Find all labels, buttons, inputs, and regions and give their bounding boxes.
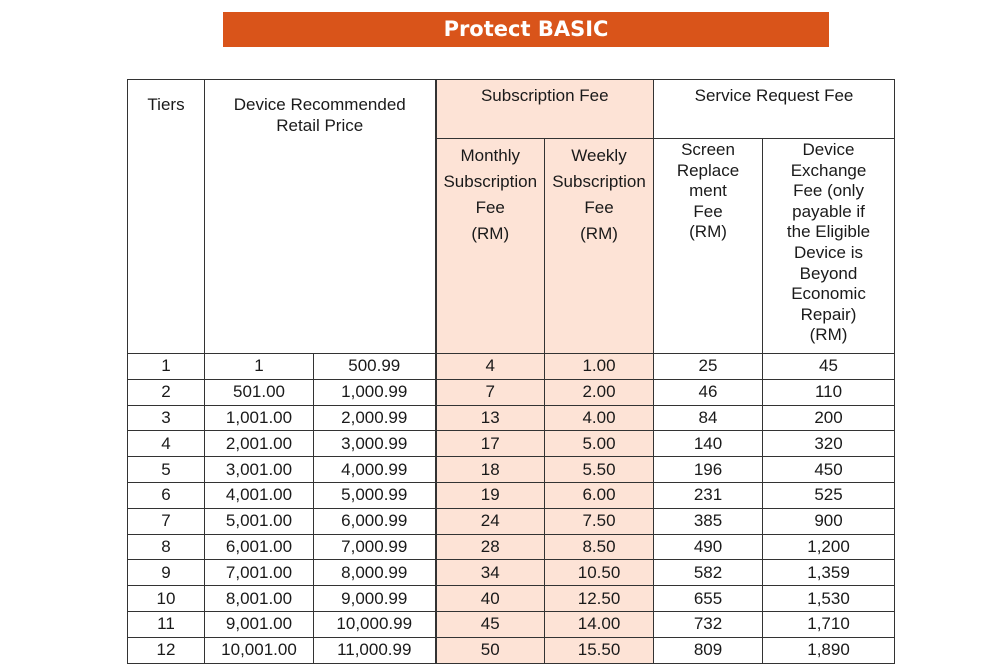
monthly-fee-cell: 19	[436, 482, 545, 508]
monthly-fee-cell: 45	[436, 611, 545, 637]
exchange-fee-cell: 525	[763, 482, 895, 508]
monthly-fee-cell: 40	[436, 586, 545, 612]
price-to-cell: 500.99	[314, 354, 436, 380]
price-to-cell: 2,000.99	[314, 405, 436, 431]
weekly-fee-cell: 6.00	[545, 482, 654, 508]
monthly-fee-cell: 34	[436, 560, 545, 586]
tier-cell: 10	[128, 586, 205, 612]
weekly-fee-cell: 15.50	[545, 637, 654, 663]
tier-cell: 8	[128, 534, 205, 560]
tier-cell: 3	[128, 405, 205, 431]
exchange-fee-cell: 900	[763, 508, 895, 534]
price-from-cell: 8,001.00	[205, 586, 314, 612]
tier-cell: 9	[128, 560, 205, 586]
monthly-fee-cell: 18	[436, 457, 545, 483]
price-to-cell: 11,000.99	[314, 637, 436, 663]
price-from-cell: 9,001.00	[205, 611, 314, 637]
monthly-fee-cell: 50	[436, 637, 545, 663]
header-screen-fee: Screen Replace ment Fee (RM)	[654, 139, 763, 354]
table-row	[128, 354, 895, 380]
price-from-cell: 1,001.00	[205, 405, 314, 431]
fee-table	[127, 79, 895, 664]
tier-cell: 1	[128, 354, 205, 380]
header-device-price: Device Recommended Retail Price	[205, 80, 436, 354]
monthly-fee-cell: 28	[436, 534, 545, 560]
screen-fee-cell: 385	[654, 508, 763, 534]
screen-fee-cell: 655	[654, 586, 763, 612]
table-row	[128, 457, 895, 483]
page-title: Protect BASIC	[223, 12, 829, 47]
price-from-cell: 4,001.00	[205, 482, 314, 508]
table-row	[128, 379, 895, 405]
header-subscription-fee: Subscription Fee	[436, 80, 654, 139]
screen-fee-cell: 25	[654, 354, 763, 380]
price-to-cell: 1,000.99	[314, 379, 436, 405]
exchange-fee-cell: 1,710	[763, 611, 895, 637]
weekly-fee-cell: 14.00	[545, 611, 654, 637]
screen-fee-cell: 84	[654, 405, 763, 431]
header-monthly-fee: Monthly Subscription Fee (RM)	[436, 139, 545, 354]
exchange-fee-cell: 200	[763, 405, 895, 431]
weekly-fee-cell: 8.50	[545, 534, 654, 560]
price-from-cell: 7,001.00	[205, 560, 314, 586]
price-to-cell: 7,000.99	[314, 534, 436, 560]
price-to-cell: 6,000.99	[314, 508, 436, 534]
exchange-fee-cell: 320	[763, 431, 895, 457]
header-exchange-fee: Device Exchange Fee (only payable if the Eligible Device is Beyond Economic Repair) (RM)	[763, 139, 895, 354]
price-to-cell: 8,000.99	[314, 560, 436, 586]
exchange-fee-cell: 110	[763, 379, 895, 405]
weekly-fee-cell: 7.50	[545, 508, 654, 534]
price-from-cell: 1	[205, 354, 314, 380]
tier-cell: 12	[128, 637, 205, 663]
tier-cell: 4	[128, 431, 205, 457]
tier-cell: 5	[128, 457, 205, 483]
weekly-fee-cell: 4.00	[545, 405, 654, 431]
tier-cell: 2	[128, 379, 205, 405]
table-row	[128, 508, 895, 534]
screen-fee-cell: 732	[654, 611, 763, 637]
table-row	[128, 611, 895, 637]
header-weekly-fee: Weekly Subscription Fee (RM)	[545, 139, 654, 354]
monthly-fee-cell: 17	[436, 431, 545, 457]
screen-fee-cell: 46	[654, 379, 763, 405]
exchange-fee-cell: 1,530	[763, 586, 895, 612]
exchange-fee-cell: 1,200	[763, 534, 895, 560]
tier-cell: 6	[128, 482, 205, 508]
weekly-fee-cell: 2.00	[545, 379, 654, 405]
weekly-fee-cell: 12.50	[545, 586, 654, 612]
table-row	[128, 405, 895, 431]
screen-fee-cell: 809	[654, 637, 763, 663]
price-from-cell: 3,001.00	[205, 457, 314, 483]
weekly-fee-cell: 1.00	[545, 354, 654, 380]
screen-fee-cell: 140	[654, 431, 763, 457]
tier-cell: 7	[128, 508, 205, 534]
header-service-request-fee: Service Request Fee	[654, 80, 895, 139]
weekly-fee-cell: 10.50	[545, 560, 654, 586]
price-to-cell: 9,000.99	[314, 586, 436, 612]
exchange-fee-cell: 45	[763, 354, 895, 380]
table-row	[128, 482, 895, 508]
table-row	[128, 586, 895, 612]
screen-fee-cell: 196	[654, 457, 763, 483]
tier-cell: 11	[128, 611, 205, 637]
table-row	[128, 431, 895, 457]
exchange-fee-cell: 1,359	[763, 560, 895, 586]
header-tiers: Tiers	[128, 80, 205, 354]
monthly-fee-cell: 7	[436, 379, 545, 405]
screen-fee-cell: 490	[654, 534, 763, 560]
screen-fee-cell: 231	[654, 482, 763, 508]
price-to-cell: 4,000.99	[314, 457, 436, 483]
monthly-fee-cell: 4	[436, 354, 545, 380]
exchange-fee-cell: 1,890	[763, 637, 895, 663]
price-to-cell: 3,000.99	[314, 431, 436, 457]
table-row	[128, 560, 895, 586]
monthly-fee-cell: 24	[436, 508, 545, 534]
table-row	[128, 534, 895, 560]
table-row	[128, 637, 895, 663]
price-from-cell: 501.00	[205, 379, 314, 405]
price-from-cell: 2,001.00	[205, 431, 314, 457]
monthly-fee-cell: 13	[436, 405, 545, 431]
price-from-cell: 5,001.00	[205, 508, 314, 534]
price-from-cell: 6,001.00	[205, 534, 314, 560]
price-to-cell: 5,000.99	[314, 482, 436, 508]
weekly-fee-cell: 5.50	[545, 457, 654, 483]
weekly-fee-cell: 5.00	[545, 431, 654, 457]
exchange-fee-cell: 450	[763, 457, 895, 483]
screen-fee-cell: 582	[654, 560, 763, 586]
price-from-cell: 10,001.00	[205, 637, 314, 663]
price-to-cell: 10,000.99	[314, 611, 436, 637]
